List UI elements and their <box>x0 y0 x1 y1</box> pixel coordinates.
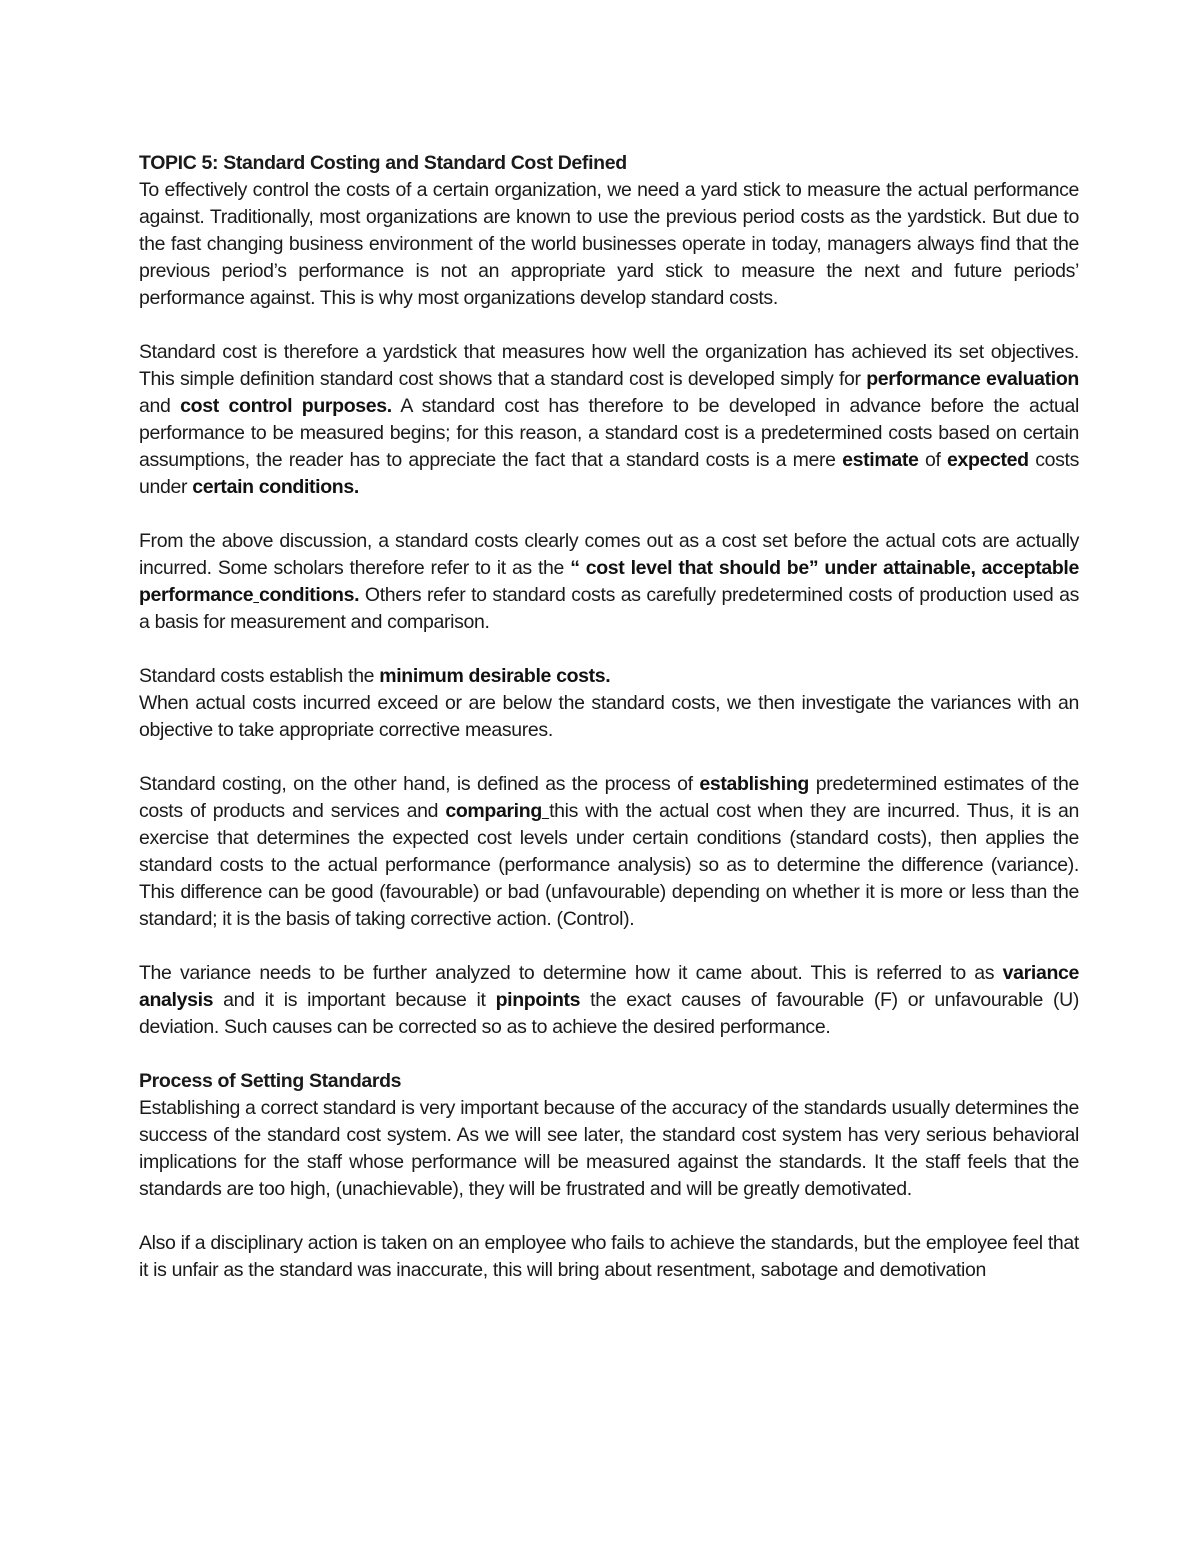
document-title: TOPIC 5: Standard Costing and Standard Cost Defined <box>139 152 627 174</box>
intro-paragraph <box>139 177 1079 312</box>
text-run: Also if a disciplinary action is taken on an employee who fails to achieve the standards, but the employee feel that it is unfair as the standard was inaccurate, this will bring about resentment, sabotage and demotivation <box>139 1232 1079 1281</box>
bold-term-establishing: establishing <box>699 773 809 795</box>
text-run: Standard cost is therefore a yardstick that measures how well the organization has achieved its set objectives. This simple definition standard cost shows that a standard cost is developed simply for <box>139 341 1079 390</box>
text-run: A standard cost has therefore to be developed in advance before the actual performance to be measured begins; for this reason, a standard cost is a predetermined costs based on certain assumptions, the reader has to appreciate the fact that a standard costs is a mere <box>139 395 1079 471</box>
text-run: of <box>918 449 947 471</box>
text-run: The variance needs to be further analyzed to determine how it came about. This is referred to as <box>139 962 1003 984</box>
bold-term-cost-control: cost control purposes. <box>180 395 392 417</box>
text-run: the exact causes of favourable (F) or unfavourable (U) deviation. Such causes can be corrected so as to achieve the desired performance. <box>139 989 1079 1038</box>
variance-investigation-paragraph <box>139 690 1079 744</box>
variance-analysis-paragraph <box>139 960 1079 1041</box>
text-run: When actual costs incurred exceed or are below the standard costs, we then investigate the variances with an objective to take appropriate corrective measures. <box>139 692 1079 741</box>
bold-term-pinpoints: pinpoints <box>495 989 581 1011</box>
text-run: Others refer to standard costs as carefully predetermined costs of production used as a basis for measurement and comparison. <box>139 584 1079 633</box>
bold-term-performance-evaluation: performance evaluation <box>866 368 1079 390</box>
discussion-paragraph <box>139 528 1079 636</box>
text-run: Standard costs establish the <box>139 665 380 687</box>
text-run: and it is important because it <box>213 989 496 1011</box>
bold-term-cost-level: “ cost level that should be” under attainable, acceptable performance <box>139 557 1079 606</box>
text-run: Standard costing, on the other hand, is defined as the process of <box>139 773 700 795</box>
document-body <box>139 150 1079 1311</box>
text-run: this with the actual cost when they are incurred. Thus, it is an exercise that determines the expected cost levels under certain conditions (standard costs), then applies the standard costs to the actual performance (performance analysis) so as to determine the difference (variance). This difference can be good (favourable) or bad (unfavourable) depending on whether it is more or less than the standard; it is the basis of taking corrective action. (Control). <box>139 800 1079 930</box>
bold-term-variance-analysis: variance analysis <box>139 962 1079 1011</box>
standard-cost-paragraph <box>139 339 1079 501</box>
bold-term-conditions: conditions. <box>259 584 360 606</box>
text-run: and <box>139 395 181 417</box>
bold-term-minimum-desirable-costs: minimum desirable costs. <box>379 665 611 687</box>
text-run: costs under <box>139 449 1079 498</box>
minimum-costs-line <box>139 663 1079 690</box>
text-run: From the above discussion, a standard costs clearly comes out as a cost set before the actual cots are actually incurred. Some scholars therefore refer to it as the <box>139 530 1079 579</box>
bold-term-comparing: comparing <box>445 800 542 822</box>
standard-costing-paragraph <box>139 771 1079 933</box>
bold-term-expected: expected <box>947 449 1029 471</box>
bold-term-certain-conditions: certain conditions. <box>192 476 359 498</box>
section-heading-process: Process of Setting Standards <box>139 1070 402 1092</box>
disciplinary-action-paragraph <box>139 1230 1079 1284</box>
setting-standards-paragraph <box>139 1095 1079 1203</box>
bold-term-estimate: estimate <box>842 449 919 471</box>
text-run: predetermined estimates of the costs of products and services and <box>139 773 1079 822</box>
intro-text: To effectively control the costs of a certain organization, we need a yard stick to measure the actual performance against. Traditionally, most organizations are known to use the previous period costs as the yardstick. But due to the fast changing business environment of the world businesses operate in today, managers always find that the previous period’s performance is not an appropriate yard stick to measure the next and future periods’ performance against. This is why most organizations develop standard costs. <box>139 179 1079 309</box>
text-run: Establishing a correct standard is very important because of the accuracy of the standards usually determines the success of the standard cost system. As we will see later, the standard cost system has very serious behavioral implications for the staff whose performance will be measured against the standards. It the staff feels that the standards are too high, (unachievable), they will be frustrated and will be greatly demotivated. <box>139 1097 1079 1200</box>
